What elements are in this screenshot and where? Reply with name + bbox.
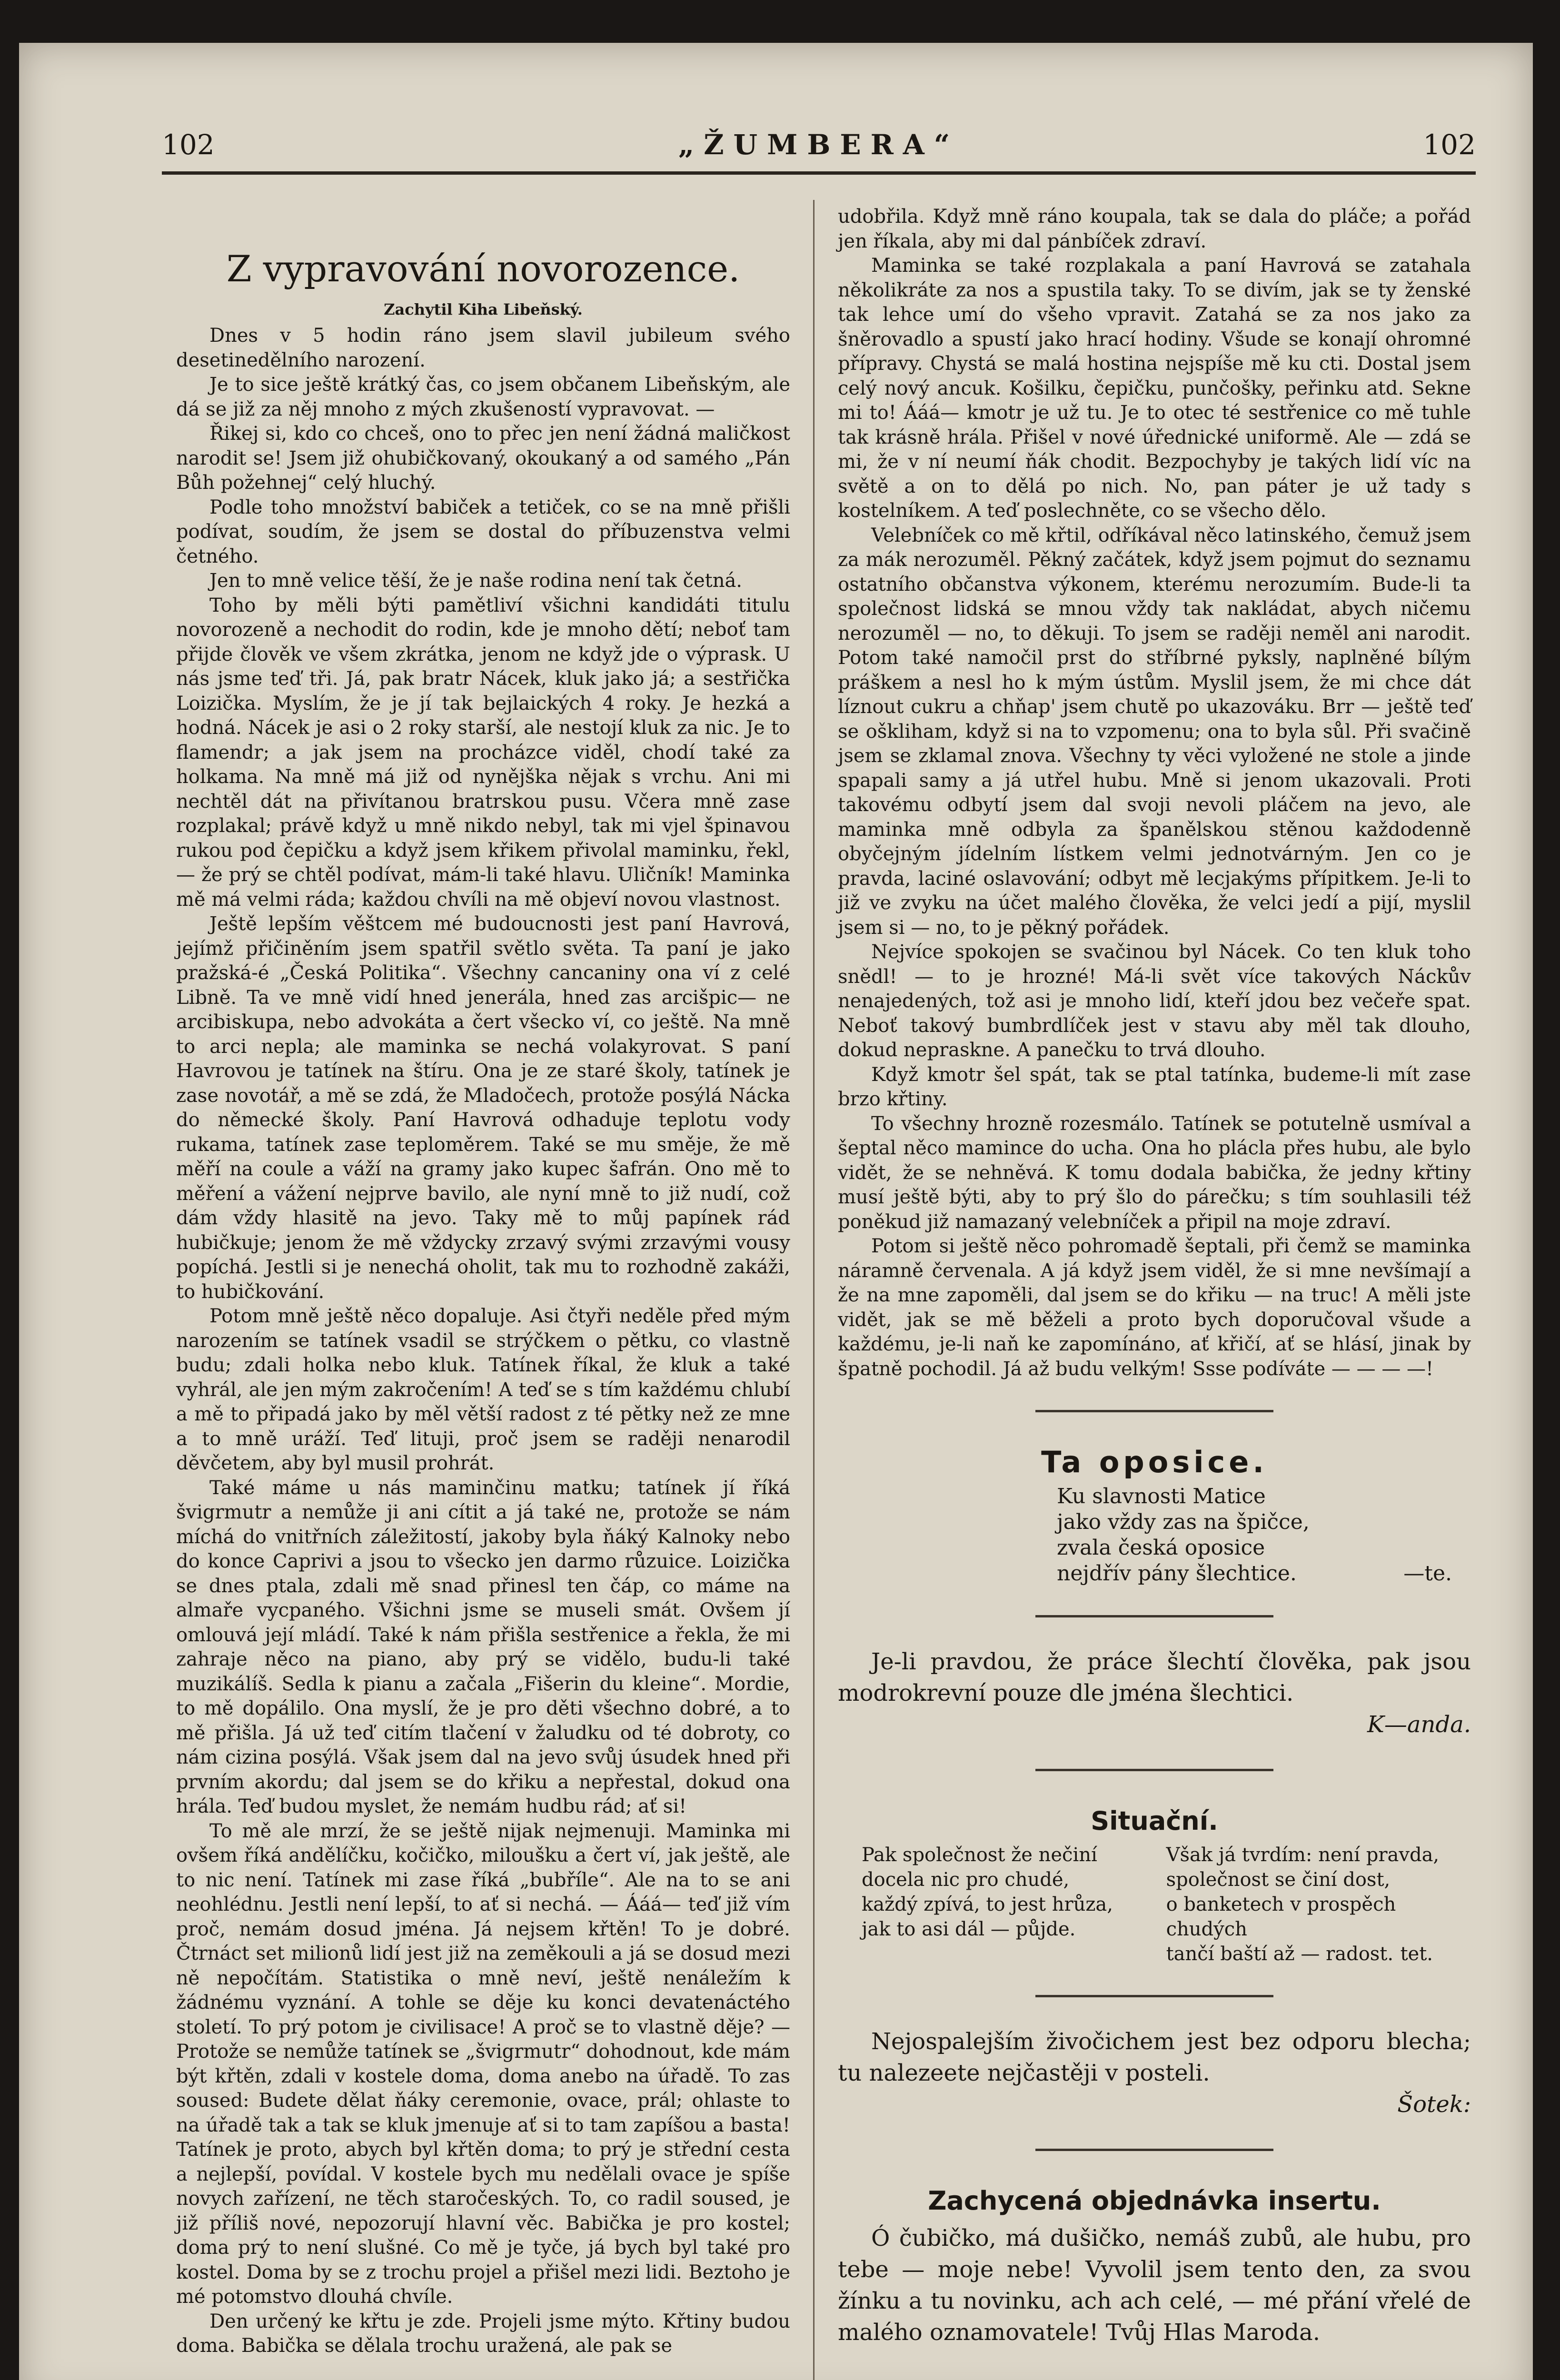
newspaper-page	[19, 43, 1533, 2380]
paragraph: Dnes v 5 hodin ráno jsem slavil jubileum svého desetinedělního narození.	[176, 325, 790, 371]
paragraph: Je to sice ještě krátký čas, co jsem občanem Libeňským, ale dá se již za něj mnoho z mých zkušeností vypravovat. —	[176, 374, 790, 420]
section-divider	[1035, 1769, 1273, 1771]
article-continuation	[838, 205, 1471, 1381]
paragraph: Potom si ještě něco pohromadě šeptali, při čemž se maminka náramně červenala. A já když jsem viděl, že si mne nevšímají a že na mne zapoměli, dal jsem se do křiku — na truc! A měli jste vidět, jak se mě běželi a proto bych doporučoval všude a každému, je-li naň ke zapomínáno, ať křičí, ať se hlásí, jinak by špatně pochodil. Já až budu velkým! Ssse podíváte — — — —!	[838, 1235, 1471, 1380]
paragraph: Ještě lepším věštcem mé budoucnosti jest paní Havrová, jejímž přičiněním jsem spatřil světlo světa. Ta paní je jako pražská-é „Česká Politika“. Všechny cancaniny ona ví z celé Libně. Ta ve mně vidí hned jenerála, hned zas arcišpic— ne arcibiskupa, nebo advokáta a čert všecko ví, co ještě. Na mně to arci nepla; ale maminka se nechá volakyrovat. S paní Havrovou je tatínek na štíru. Ona je ze staré školy, tatínek je zase novotář, a mě se zdá, že Mladočech, protože posýlá Nácka do německé školy. Paní Havrová odhaduje teplotu vody rukama, tatínek zase teploměrem. Také se mu směje, že mě měří na coule a váží na gramy jako kupec šafrán. Ono mě to měření a vážení nejprve bavilo, ale nyní mně to již nudí, což dám vždy hlasitě na jevo. Taky mě to můj papínek rád hubičkuje; jenom že mě vždycky zrzavý svými zrzavými vousy popíchá. Jestli si je nenechá oholit, tak mu to rozhodně zakáži, to hubičkování.	[176, 913, 790, 1303]
article-title: Z vypravování novorozence.	[226, 248, 740, 290]
paragraph: Maminka se také rozplakala a paní Havrová se zatahala několikráte za nos a spustila taky. To se divím, jak se ty ženské tak lehce umí do všeho vpravit. Zatahá se za nos jako za šněrovadlo a spustí jako hrací hodiny. Všude se konají ohromné přípravy. Chystá se malá hostina nejspíše mě ku cti. Dostal jsem celý nový ancuk. Košilku, čepičku, punčošky, peřinku atd. Sekne mi to! Ááá— kmotr je už tu. Je to otec té sestřenice co mě tuhle tak krásně hrála. Přišel v nové úřednické uniformě. Ale — zdá se mi, že v ní neumí ňák chodit. Bezpochyby je takých lidí víc na světě a on to dělá po nich. No, pan páter je už tady s kostelníkem. A teď poslechněte, co se všecho dělo.	[838, 255, 1471, 522]
poem-line: každý zpívá, to jest hrůza,	[862, 1894, 1113, 1915]
poem-line: společnost se činí dost,	[1166, 1869, 1391, 1891]
paragraph: Nejvíce spokojen se svačinou byl Nácek. Co ten kluk toho snědl! — to je hrozné! Má-li svět více takových Náckův nenajedených, tož asi je mnoho lidí, kteří jdou bez večeře spat. Neboť takový bumbrdlíček jest v stavu aby měl tak dlouho, dokud nepraskne. A panečku to trvá dlouho.	[838, 941, 1471, 1061]
poem-line: Ku slavnosti Matice	[1057, 1484, 1266, 1508]
blecha-signature: Šotek:	[1397, 2091, 1471, 2118]
poem-line: zvala česká oposice	[1057, 1536, 1265, 1560]
masthead: „ŽUMBERA“	[678, 129, 960, 161]
blecha-text: Nejospalejším živočichem jest bez odporu blecha; tu nalezeete nejčastěji v posteli.	[838, 2028, 1471, 2086]
paragraph: Podle toho množství babiček a tetiček, co se na mně přišli podívat, soudím, že jsem se dostal do příbuzenstva velmi četného.	[176, 496, 790, 567]
right-column	[838, 205, 1471, 2348]
page-number-right: 102	[1423, 129, 1476, 161]
section-divider	[1035, 1995, 1273, 1997]
poem-line: jako vždy zas na špičce,	[1057, 1510, 1310, 1534]
paragraph: Toho by měli býti pamětliví všichni kandidáti titulu novorozeně a nechodit do rodin, kde je mnoho dětí; neboť tam přijde člověk ve všem zkrátka, jenom ne když jde o výprask. U nás jsme teď tři. Já, pak bratr Nácek, kluk jako já; a sestřička Loizička. Myslím, že je jí tak bejlaických 4 roky. Je hezká a hodná. Nácek je asi o 2 roky starší, ale nestojí kluk za nic. Je to flamendr; a jak jsem na procházce viděl, chodí také za holkama. Na mně má již od nynějška nějak s vrchu. Ani mi nechtěl dát na přivítanou bratrskou pusu. Včera mně zase rozplakal; právě když u mně nikdo nebyl, tak mi vjel špinavou rukou pod čepičku a když jsem křikem přivolal maminku, řekl, — že prý se chtěl podívat, mám-li také hlavu. Uličník! Maminka mě má velmi ráda; každou chvíli na mě objeví novou vlastnost.	[176, 594, 790, 911]
situacni-left-stanza	[862, 1843, 1143, 1966]
aphorism	[838, 1646, 1471, 1740]
poem-line: o banketech v prospěch chudých	[1166, 1894, 1396, 1940]
paragraph: Jen to mně velice těší, že je naše rodina není tak četná.	[209, 570, 743, 592]
poem-line: tančí baští až — radost.	[1166, 1943, 1394, 1965]
paragraph: Potom mně ještě něco dopaluje. Asi čtyři neděle před mým narozením se tatínek vsadil se strýčkem o pětku, co vlastně budu; zdali holka nebo kluk. Tatínek říkal, že kluk a také vyhrál, ale jen mým zakročením! A teď se s tím každému chlubí a mě to připadá jako by měl větší radost z té pětky než ze mne a to mně uráží. Teď lituji, proč jsem se raději nenarodil děvčetem, aby byl musil prohrát.	[176, 1305, 790, 1474]
poem-line: nejdřív pány šlechtice.	[1057, 1561, 1297, 1586]
oposice-title: Ta oposice.	[1041, 1445, 1268, 1479]
oposice-poem	[838, 1484, 1471, 1587]
article-byline: Zachytil Kiha Libeňský.	[384, 300, 583, 318]
situacni-poem	[838, 1843, 1471, 1966]
poem-line: docela nic pro chudé,	[862, 1869, 1070, 1891]
left-column	[176, 205, 790, 2359]
page-header	[162, 119, 1476, 175]
insert-body	[838, 2222, 1471, 2348]
paragraph: Řikej si, kdo co chceš, ono to přec jen není žádná maličkost narodit se! Jsem již ohubičkovaný, okoukaný a od samého „Pán Bůh požehnej“ celý hluchý.	[176, 423, 790, 494]
paragraph: Když kmotr šel spát, tak se ptal tatínka, budeme-li mít zase brzo křtiny.	[838, 1063, 1471, 1110]
insert-title: Zachycená objednávka insertu.	[928, 2186, 1381, 2216]
paragraph: Velebníček co mě křtil, odříkával něco latinského, čemuž jsem za mák nerozuměl. Pěkný začátek, když jsem pojmut do seznamu ostatního občanstva výkonem, kterému nerozumím. Bude-li ta společnost lidská se mnou vždy tak nakládat, abych ničemu nerozuměl — no, to děkuji. To jsem se raději neměl ani narodit. Potom také namočil prst do stříbrné pyksly, naplněné bílým práškem a nesl ho k mým ústům. Myslil jsem, že mi chce dát líznout cukru a chňap' jsem chutě po ukazováku. Brr — ještě teď se oškliham, když si na to vzpomenu; ona to byla sůl. Při svačině jsem se zklamal znova. Všechny ty věci vyložené ne stole a jinde spapali samy a já utřel hubu. Mně si jenom ukazovali. Proti takovému odbytí jsem dal svoji nevoli pláčem na jevo, ale maminka mně odbyla za španělskou stěnou každodenně obyčejným jídelním lístkem velmi jednotvárným. Jen co je pravda, laciné oslavování; odbyt mě lecjakýms přípitkem. Je-li to již ve zvyku na účet malého člověka, že velci jedí a pijí, myslil jsem si — no, to je pěkný pořádek.	[838, 524, 1471, 939]
article-body	[176, 324, 790, 2359]
page-number-left: 102	[162, 129, 215, 161]
situacni-right-stanza	[1166, 1843, 1447, 1966]
oposice-signature: —te.	[1403, 1561, 1452, 1586]
paragraph: To mě ale mrzí, že se ještě nijak nejmenuji. Maminka mi ovšem říká andělíčku, kočičko, miloušku a čert ví, jak ještě, ale to nic není. Tatínek mi zase říká „bubříle“. Ale na to se ani neohlédnu. Jestli není lepší, to ať si nechá. — Ááá— teď již vím proč, nemám dosud jména. Já nejsem křtěn! To je dobré. Čtrnáct set milionů lidí jest již na zeměkouli a já se dosud mezi ně nepočítám. Statistika o mně neví, ještě nenáležím k žádnému vyznání. A tohle se děje ku konci devatenáctého století. To prý potom je civilisace! A proč se to vlastně děje? — Protože se nemůže tatínek se „švigrmutr“ dohodnout, kde mám být křtěn, zdali v kostele doma, doma anebo na úřadě. To zas soused: Budete dělat ňáky ceremonie, ovace, prál; ohlaste to na úřadě tak a tak se kluk jmenuje ať si to tam zapíšou a basta! Tatínek je proto, abych byl křtěn doma; to prý je střední cesta a nejlepší, povídal. V kostele bych mu nedělali ovace je spíše novych zařízení, ne těch staročeských. To, co radil soused, je již příliš nové, nepozorují hlavní věc. Babička je pro kostel; doma prý to není slušné. Co mě je tyče, já bych byl také pro kostel. Doma by se z trochu projel a přišel mezi lidi. Beztoho je mé potomstvo dlouhá chvíle.	[176, 1820, 790, 2308]
paragraph: Den určený ke křtu je zde. Projeli jsme mýto. Křtiny budou doma. Babička se dělala trochu uražená, ale pak se	[176, 2310, 790, 2357]
aphorism-text: Je-li pravdou, že práce šlechtí člověka, pak jsou modrokrevní pouze dle jména šlechtici.	[838, 1648, 1471, 1706]
column-divider	[813, 200, 815, 2380]
section-divider	[1035, 2149, 1273, 2151]
blecha-note	[838, 2026, 1471, 2120]
paragraph: To všechny hrozně rozesmálo. Tatínek se potutelně usmíval a šeptal něco mamince do ucha. Ona ho plácla přes hubu, ale bylo vidět, že se nehněvá. K tomu dodala babička, že jedny křtiny musí ještě býti, aby to prý šlo do párečku; s tím souhlasili též poněkud již namazaný velebníček a připil na moje zdraví.	[838, 1112, 1471, 1233]
poem-line: Pak společnost že nečiní	[862, 1844, 1097, 1866]
paragraph: Také máme u nás maminčinu matku; tatínek jí říká švigrmutr a nemůže ji ani cítit a já také ne, protože se nám míchá do vnitřních záležitostí, jakoby byla ňáký Kalnoky nebo do konce Caprivi a jsou to všecko jen darmo růzuice. Loizička se dnes ptala, zdali mě snad přinesl ten čáp, co máme na almaře vycpaného. Všichni jsme se museli smát. Ovšem jí omlouvá její mládí. Také k nám přišla sestřenice a řekla, že mi zahraje něco na piano, aby prý se vidělo, budu-li také muzikálíš. Sedla k pianu a začala „Fišerin du kleine“. Mordie, to mě dopálilo. Ona myslí, že je pro děti všechno dobré, a to mě přišla. Já už teď citím tlačení v žaludku od té dobroty, co nám cizina posýlá. Však jsem dal na jevo svůj úsudek hned při prvním akordu; dal jsem se do křiku a nepřestal, dokud ona hrála. Teď budou myslet, že nemám hudbu rád; ať si!	[176, 1477, 790, 1817]
paragraph: udobřila. Když mně ráno koupala, tak se dala do pláče; a pořád jen říkala, aby mi dal pánbíček zdraví.	[838, 206, 1471, 252]
poem-line: jak to asi dál — půjde.	[862, 1918, 1076, 1940]
section-divider	[1035, 1410, 1273, 1412]
poem-line: Však já tvrdím: není pravda,	[1166, 1844, 1440, 1866]
aphorism-signature: K—anda.	[1367, 1711, 1471, 1738]
situacni-signature: tet.	[1400, 1943, 1433, 1965]
insert-text: Ó čubičko, má dušičko, nemáš zubů, ale hubu, pro tebe — moje nebe! Vyvolil jsem tento den, za svou žínku a tu novinku, ach ach celé, — mé přání vřelé de malého oznamovatele! Tvůj Hlas Maroda.	[838, 2225, 1471, 2346]
situacni-title: Situační.	[1091, 1806, 1218, 1836]
section-divider	[1035, 1615, 1273, 1617]
